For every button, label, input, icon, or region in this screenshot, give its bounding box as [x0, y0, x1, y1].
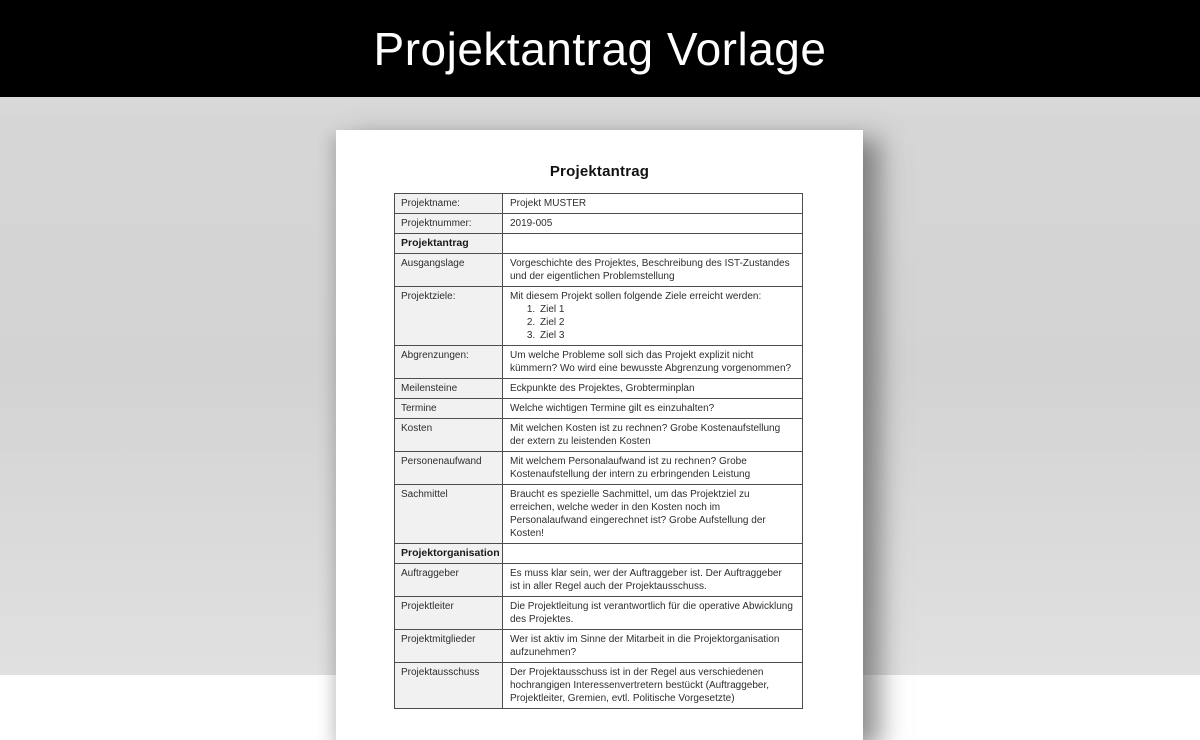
- row-content: [503, 663, 803, 709]
- table-row: [395, 564, 803, 597]
- header-banner: [0, 0, 1200, 97]
- row-content: [503, 346, 803, 379]
- row-content-text: Mit welchen Kosten ist zu rechnen? Grobe Kostenaufstellung der extern zu leistenden Kosten: [510, 423, 781, 447]
- table-row: [395, 399, 803, 419]
- section-row: [395, 234, 803, 254]
- row-label: Termine: [395, 399, 503, 419]
- projektantrag-table: [394, 193, 803, 709]
- table-row: [395, 346, 803, 379]
- document-title: Projektantrag: [549, 163, 650, 180]
- row-content-text: Wer ist aktiv im Sinne der Mitarbeit in die Projektorganisation aufzunehmen?: [510, 634, 780, 658]
- row-label: Projektziele:: [395, 287, 503, 346]
- row-content: [503, 379, 803, 399]
- goal-list: [510, 303, 794, 342]
- row-label: Projektnummer:: [395, 214, 503, 234]
- table-row: [395, 485, 803, 544]
- row-content: [503, 597, 803, 630]
- table-row: [395, 214, 803, 234]
- row-label: Abgrenzungen:: [395, 346, 503, 379]
- table-row: [395, 287, 803, 346]
- row-content-text: Vorgeschichte des Projektes, Beschreibung des IST-Zustandes und der eigentlichen Problemstellung: [510, 258, 790, 282]
- row-content: [503, 234, 803, 254]
- row-content: [503, 419, 803, 452]
- table-row: [395, 419, 803, 452]
- table-row: [395, 663, 803, 709]
- page-title: Projektantrag Vorlage: [373, 22, 827, 75]
- table-row: [395, 254, 803, 287]
- section-row: [395, 544, 803, 564]
- row-label: Projektmitglieder: [395, 630, 503, 663]
- row-content-text: Projekt MUSTER: [510, 198, 587, 209]
- goal-list-item: 3. Ziel 3: [538, 329, 794, 342]
- row-content: [503, 254, 803, 287]
- table-row: [395, 630, 803, 663]
- row-content-text: Eckpunkte des Projektes, Grobterminplan: [510, 383, 695, 394]
- row-content-text: Braucht es spezielle Sachmittel, um das Projektziel zu erreichen, welche weder in den Kosten noch im Personalaufwand eingerechnet ist? Grobe Aufstellung der Kosten!: [510, 489, 766, 539]
- row-label: Personenaufwand: [395, 452, 503, 485]
- row-content: [503, 452, 803, 485]
- row-content: [503, 399, 803, 419]
- goal-list-item: 1. Ziel 1: [538, 303, 794, 316]
- row-label: Projektausschuss: [395, 663, 503, 709]
- projektantrag-table-body: [395, 194, 803, 709]
- row-content: [503, 287, 803, 346]
- row-content: [503, 544, 803, 564]
- row-label: Projektleiter: [395, 597, 503, 630]
- row-label: Auftraggeber: [395, 564, 503, 597]
- row-content: [503, 485, 803, 544]
- row-label: Projektorganisation: [395, 544, 503, 564]
- row-label: Projektname:: [395, 194, 503, 214]
- row-label: Sachmittel: [395, 485, 503, 544]
- row-content: [503, 214, 803, 234]
- row-content-text: Es muss klar sein, wer der Auftraggeber ist. Der Auftraggeber ist in aller Regel auch der Projektausschuss.: [510, 568, 782, 592]
- row-label: Kosten: [395, 419, 503, 452]
- table-row: [395, 452, 803, 485]
- row-label: Projektantrag: [395, 234, 503, 254]
- goal-list-item: 2. Ziel 2: [538, 316, 794, 329]
- row-content: [503, 194, 803, 214]
- row-label: Meilensteine: [395, 379, 503, 399]
- row-content-text: Mit diesem Projekt sollen folgende Ziele erreicht werden:: [510, 291, 762, 302]
- row-content-text: Der Projektausschuss ist in der Regel aus verschiedenen hochrangigen Interessenvertretern bestückt (Auftraggeber, Projektleiter, Gremien, evtl. Politische Vorgesetzte): [510, 667, 770, 704]
- row-content-text: Die Projektleitung ist verantwortlich für die operative Abwicklung des Projektes.: [510, 601, 793, 625]
- table-row: [395, 379, 803, 399]
- table-row: [395, 597, 803, 630]
- row-content-text: Um welche Probleme soll sich das Projekt explizit nicht kümmern? Wo wird eine bewusste Abgrenzung vorgenommen?: [510, 350, 792, 374]
- row-content: [503, 630, 803, 663]
- row-content-text: Welche wichtigen Termine gilt es einzuhalten?: [510, 403, 715, 414]
- row-label: Ausgangslage: [395, 254, 503, 287]
- row-content: [503, 564, 803, 597]
- row-content-text: 2019-005: [510, 218, 553, 229]
- row-content-text: Mit welchem Personalaufwand ist zu rechnen? Grobe Kostenaufstellung der intern zu erbringenden Leistung: [510, 456, 751, 480]
- table-row: [395, 194, 803, 214]
- document-page: [336, 130, 863, 740]
